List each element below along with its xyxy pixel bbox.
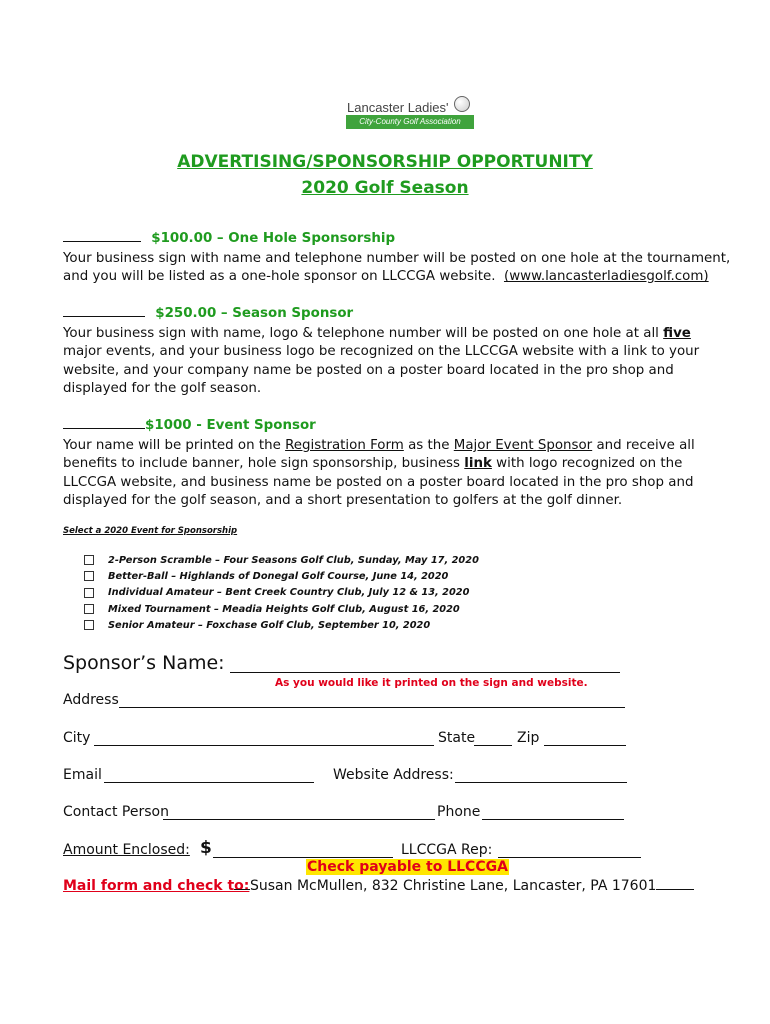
amount-field[interactable] [213, 857, 393, 858]
logo-name: Lancaster Ladies' [347, 100, 449, 115]
phone-field[interactable] [482, 819, 624, 820]
rep-field[interactable] [498, 857, 641, 858]
address-field[interactable] [119, 707, 625, 708]
page-title: ADVERTISING/SPONSORSHIP OPPORTUNITY [177, 152, 593, 172]
sponsor-name-field[interactable] [230, 672, 620, 673]
email-label: Email [63, 767, 102, 783]
city-label: City [63, 730, 91, 746]
website-label: Website Address: [333, 767, 454, 783]
mail-address [234, 878, 694, 894]
golf-ball-icon [454, 96, 470, 112]
season-sponsor-text-a: Your business sign with name, logo & telephone number will be posted on one hole at all [63, 326, 659, 341]
association-logo [344, 96, 472, 132]
zip-label: Zip [517, 730, 540, 746]
mail-address-text: Susan McMullen, 832 Christine Lane, Lancaster, PA 17601 [250, 878, 657, 894]
event-select-label: Select a 2020 Event for Sponsorship [63, 526, 238, 536]
hole-sponsor-text: Your business sign with name and telephone number will be posted on one hole at the tournament, and you will be listed as a one-hole sponsor on LLCCGA website. [63, 251, 731, 285]
checkbox-icon[interactable] [84, 620, 94, 630]
zip-field[interactable] [544, 745, 626, 746]
event-sponsor-text-b: as the [408, 438, 450, 453]
registration-form-ref: Registration Form [285, 438, 404, 453]
event-sponsor-blank[interactable] [63, 428, 145, 429]
event-item[interactable]: Mixed Tournament – Meadia Heights Golf Club, August 16, 2020 [84, 601, 479, 617]
link-emphasis: link [464, 456, 492, 472]
event-item[interactable]: Individual Amateur – Bent Creek Country Club, July 12 & 13, 2020 [84, 585, 479, 601]
season-sponsor-description [63, 325, 731, 398]
rep-label: LLCCGA Rep: [401, 842, 493, 858]
payable-note: Check payable to LLCCGA [307, 859, 508, 875]
state-label: State [438, 730, 476, 746]
event-sponsor-text-d: with logo recognized on the LLCCGA website, and business name be posted on a poster board located in the pro shop and displayed for the golf season, and a short presentation to golfers at the golf dinner. [63, 456, 694, 508]
season-sponsor-heading [63, 306, 353, 321]
checkbox-icon[interactable] [84, 604, 94, 614]
phone-label: Phone [437, 804, 481, 820]
season-sponsor-price: $250.00 – Season Sponsor [155, 306, 354, 321]
major-event-sponsor-ref: Major Event Sponsor [453, 438, 593, 453]
hole-sponsor-description [63, 250, 731, 287]
contact-field[interactable] [163, 819, 435, 820]
checkbox-icon[interactable] [84, 588, 94, 598]
mail-label: Mail form and check to: [63, 878, 250, 894]
contact-label: Contact Person [63, 804, 169, 820]
website-link[interactable]: (www.lancasterladiesgolf.com) [503, 269, 709, 285]
email-field[interactable] [104, 782, 314, 783]
event-sponsor-text-c: and receive all benefits to include banner, hole sign sponsorship, business [63, 438, 695, 472]
event-sponsor-heading [63, 418, 316, 433]
website-field[interactable] [455, 782, 627, 783]
event-item[interactable]: 2-Person Scramble – Four Seasons Golf Club, Sunday, May 17, 2020 [84, 552, 479, 568]
sponsor-name-note: As you would like it printed on the sign and website. [275, 677, 588, 689]
hole-sponsor-price: $100.00 – One Hole Sponsorship [151, 231, 396, 246]
hole-sponsor-blank[interactable] [63, 241, 141, 242]
address-label: Address [63, 692, 119, 708]
five-emphasis: five [663, 326, 691, 341]
dollar-sign: $ [200, 838, 212, 858]
event-item[interactable]: Senior Amateur – Foxchase Golf Club, September 10, 2020 [84, 617, 479, 633]
city-field[interactable] [94, 745, 434, 746]
event-sponsor-price: $1000 - Event Sponsor [145, 418, 316, 433]
season-sponsor-blank[interactable] [63, 316, 145, 317]
checkbox-icon[interactable] [84, 571, 94, 581]
logo-subtitle: City-County Golf Association [346, 115, 474, 129]
amount-label: Amount Enclosed: [63, 842, 190, 858]
checkbox-icon[interactable] [84, 555, 94, 565]
event-item[interactable]: Better-Ball – Highlands of Donegal Golf Course, June 14, 2020 [84, 568, 479, 584]
state-field[interactable] [474, 745, 512, 746]
event-sponsor-description [63, 437, 731, 510]
season-sponsor-text-b: major events, and your business logo be recognized on the LLCCGA website with a link to your website, and your company name be posted on a poster board located in the pro shop and displayed for the golf season. [63, 344, 700, 396]
hole-sponsor-heading [63, 231, 395, 246]
sponsor-name-label: Sponsor’s Name: [63, 652, 225, 674]
page-subtitle: 2020 Golf Season [301, 178, 469, 198]
event-list [84, 552, 479, 633]
event-sponsor-text-a: Your name will be printed on the [63, 438, 281, 453]
